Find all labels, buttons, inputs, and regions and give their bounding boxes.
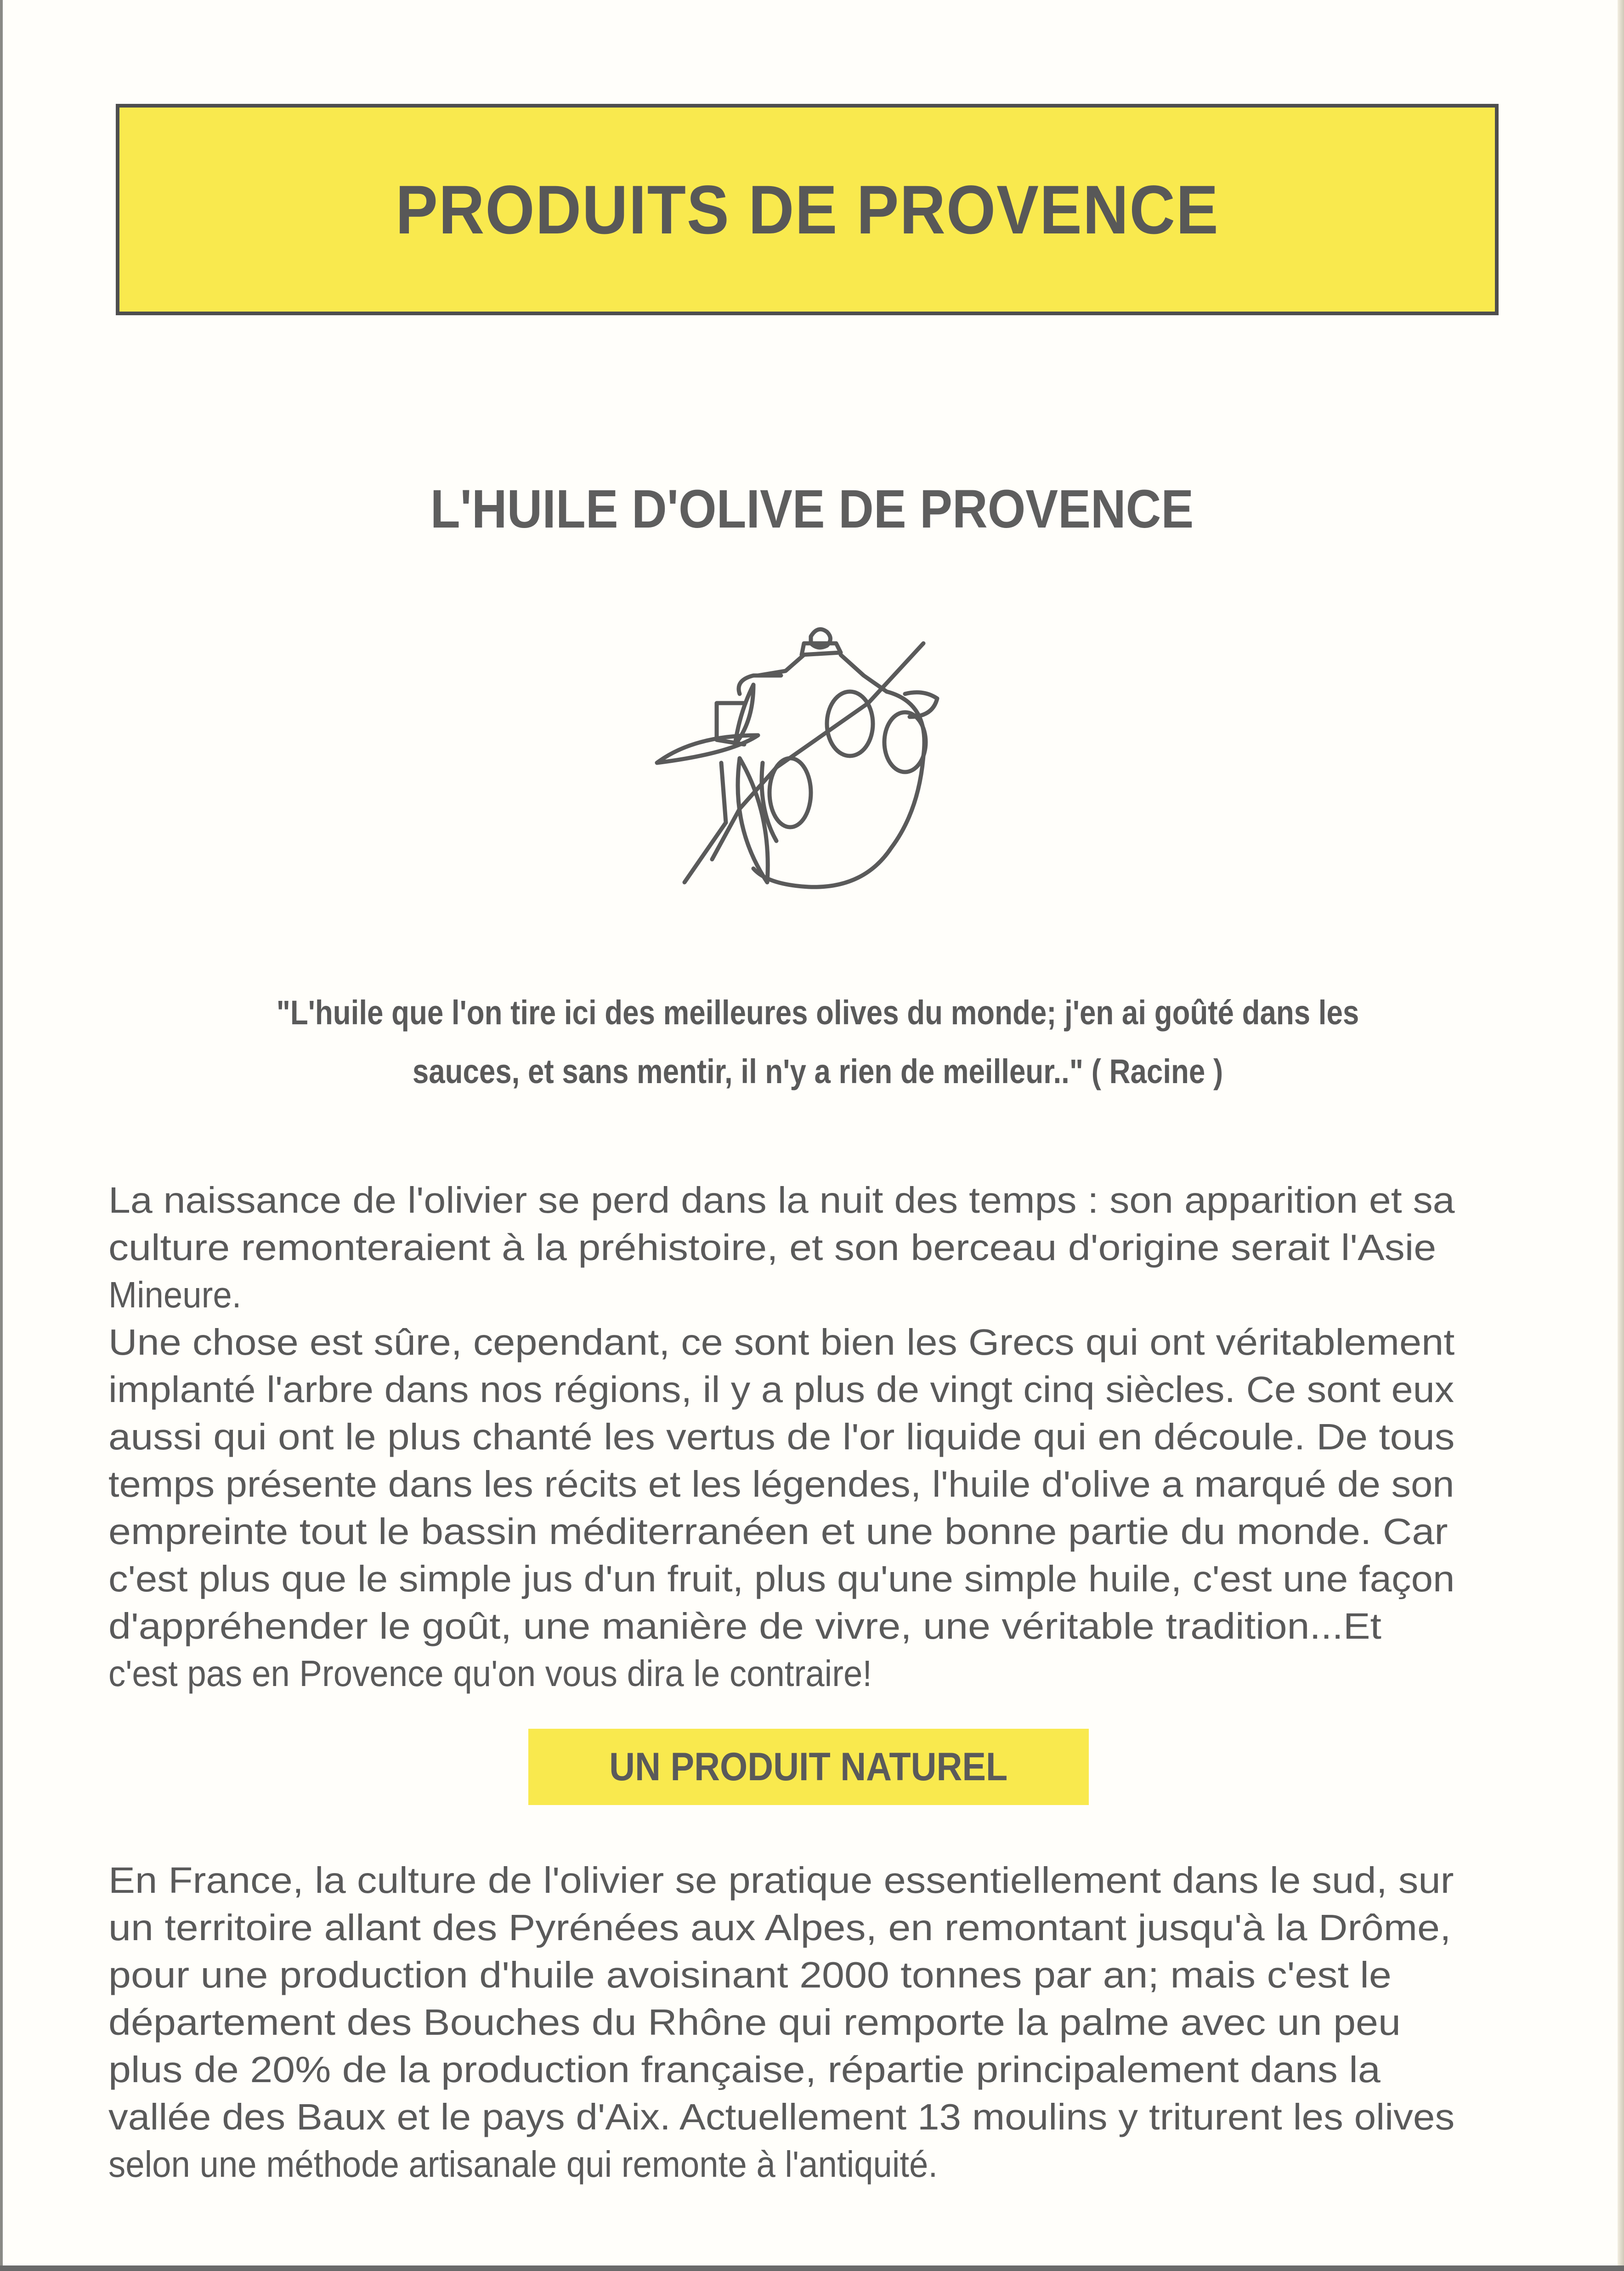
section-title: UN PRODUIT NATUREL: [609, 1744, 1008, 1789]
scan-edge-left: [0, 0, 3, 2271]
intro-line: d'appréhender le goût, une manière de vivre, une véritable tradition...Et: [108, 1606, 1381, 1646]
intro-line: temps présente dans les récits et les légendes, l'huile d'olive a marqué de son: [108, 1464, 1454, 1505]
intro-line: Une chose est sûre, cependant, ce sont bien les Grecs qui ont véritablement: [108, 1322, 1455, 1363]
leaf-1: [657, 735, 758, 763]
quote-line: "L'huile que l'on tire ici des meilleures olives du monde; j'en ai goûté dans les: [276, 994, 1359, 1032]
section-line: selon une méthode artisanale qui remonte à l'antiquité.: [108, 2144, 938, 2185]
section-line: En France, la culture de l'olivier se pratique essentiellement dans le sud, sur: [108, 1860, 1454, 1901]
article-title: L'HUILE D'OLIVE DE PROVENCE: [430, 479, 1194, 539]
olive-jar-illustration-icon: [648, 611, 946, 905]
intro-line: implanté l'arbre dans nos régions, il y a plus de vingt cinq siècles. Ce sont eux: [108, 1369, 1454, 1410]
intro-line: c'est plus que le simple jus d'un fruit, plus qu'une simple huile, c'est une façon: [108, 1558, 1455, 1599]
stem: [685, 763, 726, 882]
olive-2: [884, 712, 926, 772]
jar-shoulder: [758, 655, 887, 692]
section-line: pour une production d'huile avoisinant 2000 tonnes par an; mais c'est le: [108, 1954, 1392, 1995]
intro-line: aussi qui ont le plus chanté les vertus de l'or liquide qui en découle. De tous: [108, 1416, 1455, 1457]
section-banner: [528, 1729, 1089, 1805]
section-line: un territoire allant des Pyrénées aux Alpes, en remontant jusqu'à la Drôme,: [108, 1907, 1451, 1948]
intro-line: empreinte tout le bassin méditerranéen et une bonne partie du monde. Car: [108, 1511, 1448, 1552]
racine-quote: [138, 983, 1498, 1101]
quote-line: sauces, et sans mentir, il n'y a rien de meilleur.." ( Racine ): [412, 1052, 1223, 1090]
intro-line: culture remonteraient à la préhistoire, et son berceau d'origine serait l'Asie: [108, 1227, 1437, 1268]
section-line: département des Bouches du Rhône qui remporte la palme avec un peu: [108, 2002, 1401, 2043]
section-line: vallée des Baux et le pays d'Aix. Actuellement 13 moulins y triturent les olives: [108, 2096, 1455, 2137]
jar-body: [753, 692, 924, 887]
scan-edge-bottom: [0, 2265, 1624, 2271]
section-paragraph: [108, 1857, 1496, 2188]
section-line: plus de 20% de la production française, répartie principalement dans la: [108, 2049, 1381, 2090]
olive-1: [827, 692, 873, 756]
header-title: PRODUITS DE PROVENCE: [395, 170, 1219, 248]
scan-edge-right: [1618, 0, 1624, 2271]
intro-line: c'est pas en Provence qu'on vous dira le contraire!: [108, 1653, 872, 1694]
intro-line: Mineure.: [108, 1274, 242, 1315]
intro-line: La naissance de l'olivier se perd dans la nuit des temps : son apparition et sa: [108, 1180, 1455, 1221]
header-banner: [116, 104, 1499, 315]
intro-paragraph: [108, 1176, 1496, 1697]
